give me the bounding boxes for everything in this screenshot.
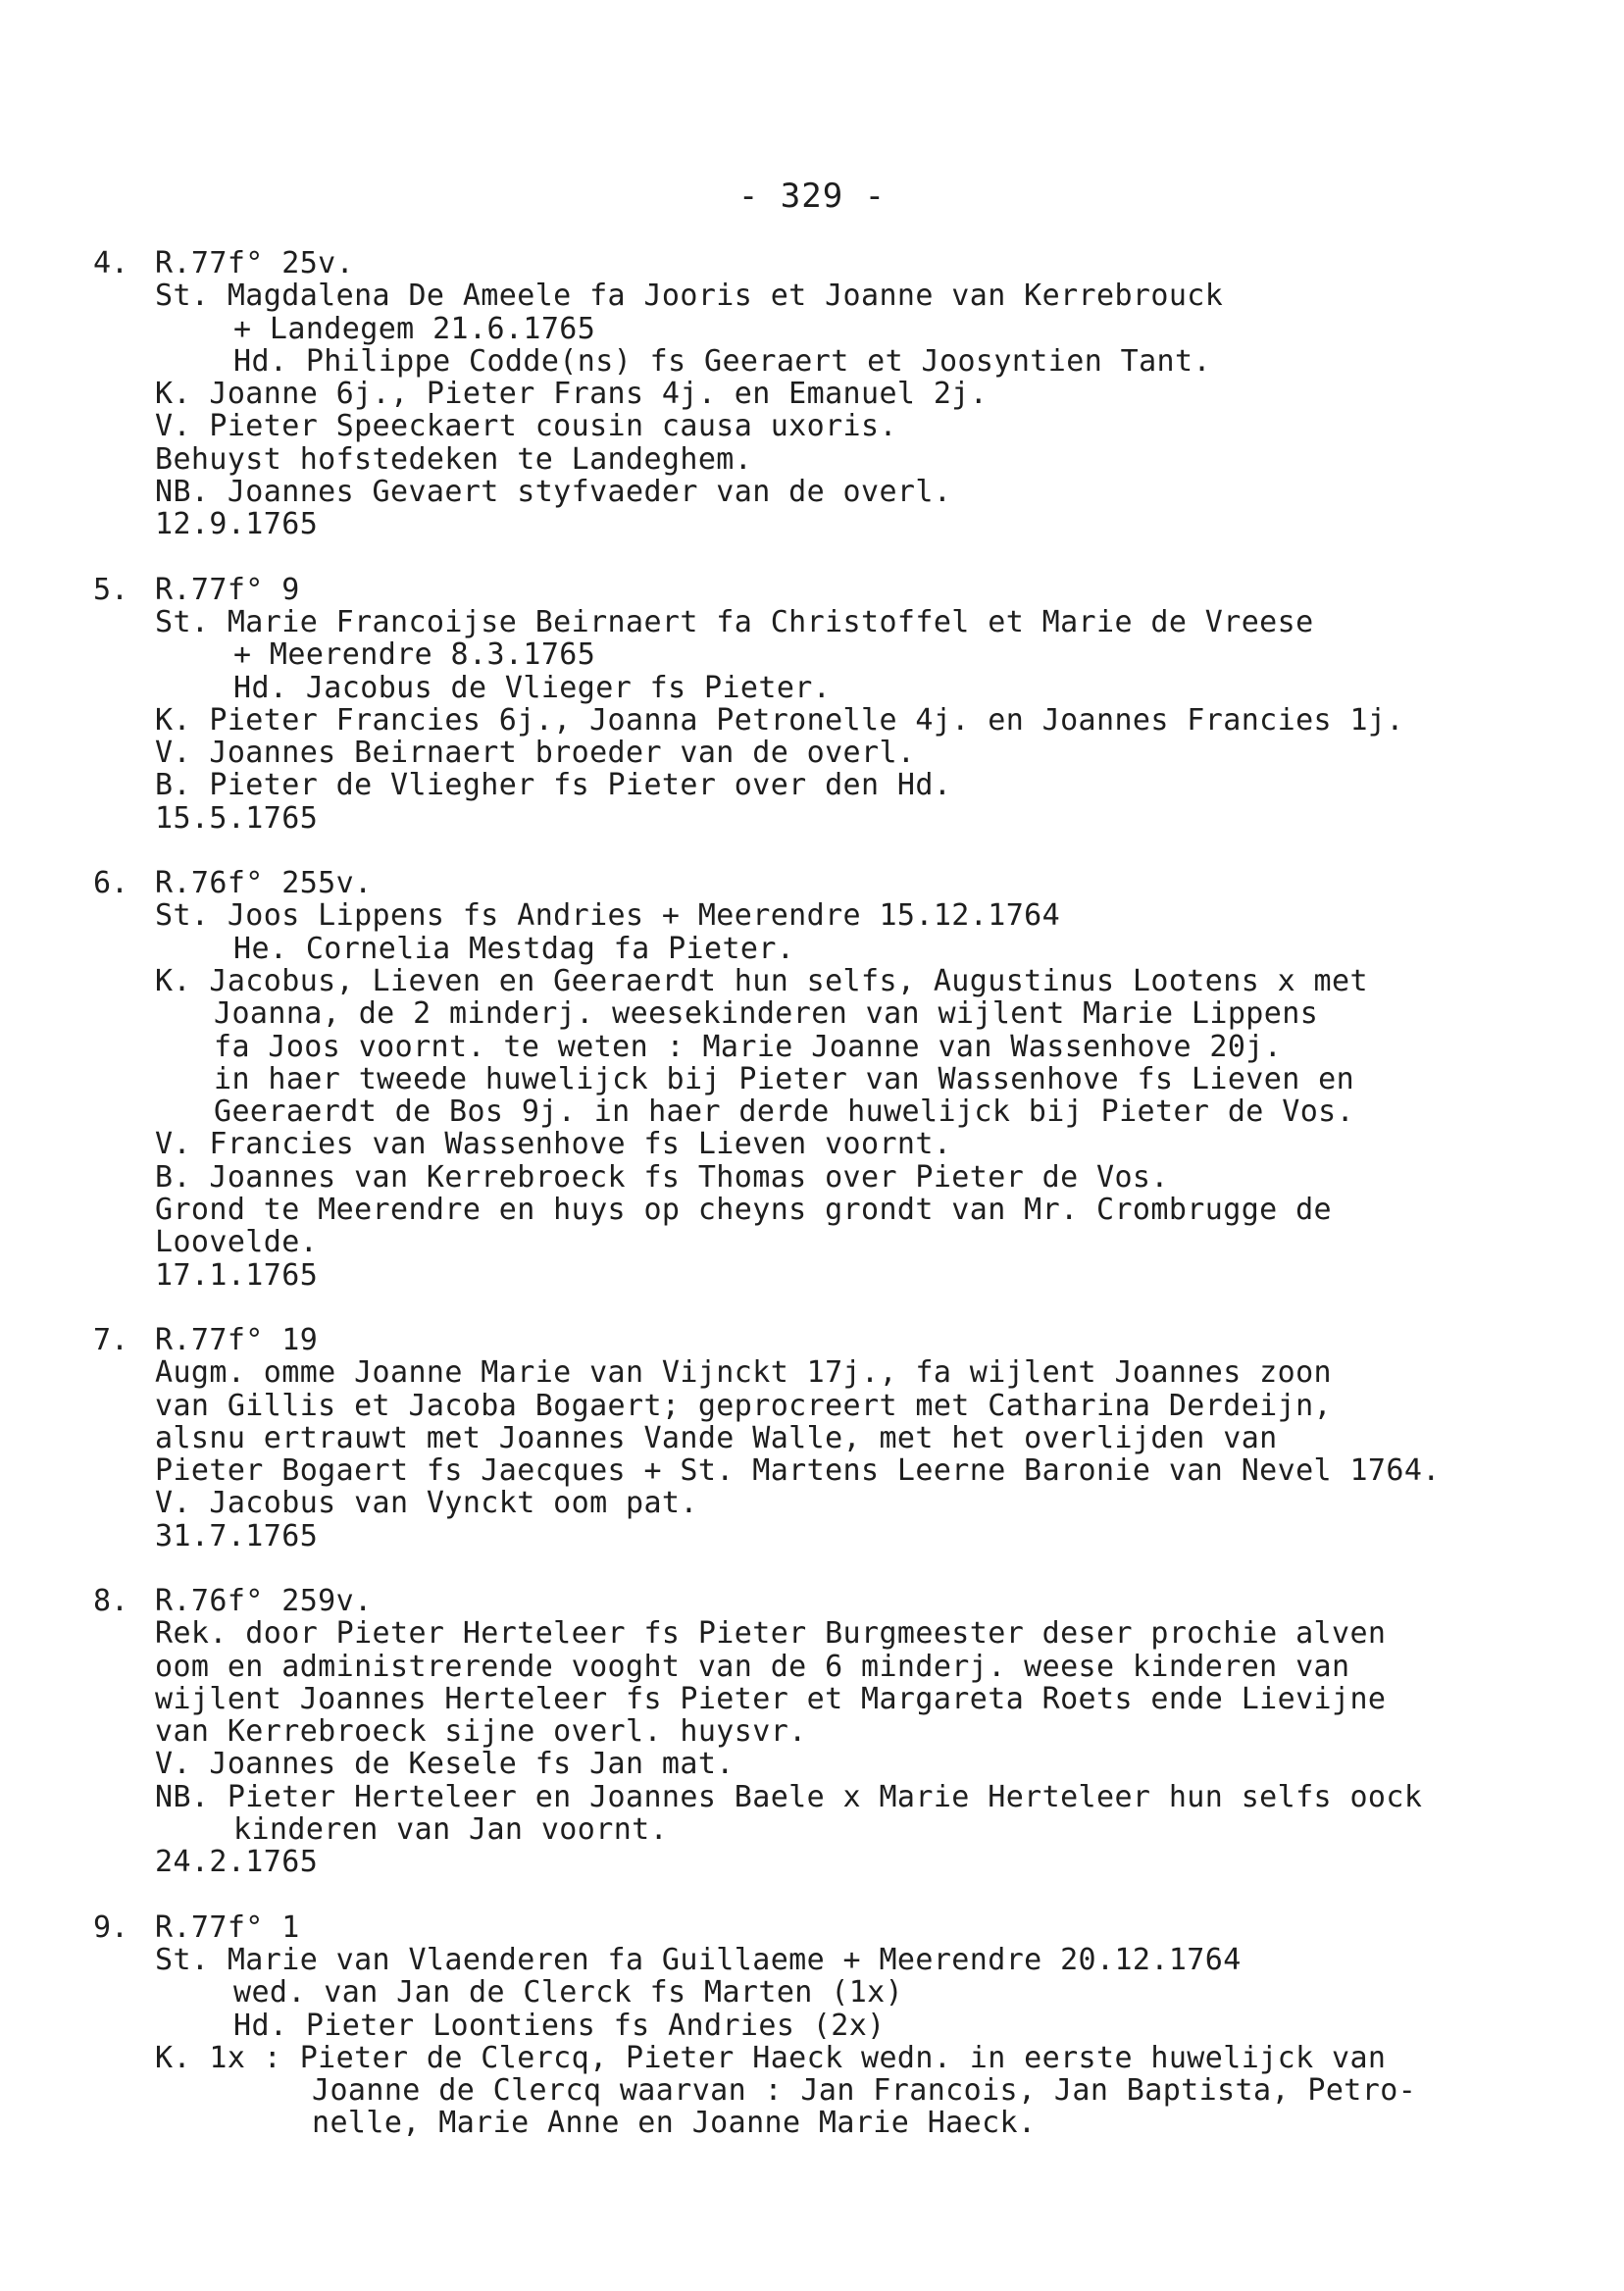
entry-line: + Meerendre 8.3.1765 [233,637,596,673]
entry-line: R.76f° 255v. [155,866,373,901]
entry-number: 6. [93,866,129,901]
entry [93,247,1584,541]
entry-line: B. Joannes van Kerrebroeck fs Thomas over Pieter de Vos. [155,1159,1169,1195]
entry-line: + Landegem 21.6.1765 [233,311,596,346]
entry-line: oom en administrerende vooght van de 6 minderj. weese kinderen van [155,1649,1350,1684]
entry-line: NB. Joannes Gevaert styfvaeder van de overl. [155,475,952,510]
entry-line: R.77f° 9 [155,572,300,607]
entry-line: in haer tweede huwelijck bij Pieter van Wassenhove fs Lieven en [214,1061,1355,1096]
entry-line: fa Joos voornt. te weten : Marie Joanne van Wassenhove 20j. [214,1029,1283,1064]
entry [93,1585,1584,1879]
entry-line: Hd. Pieter Loontiens fs Andries (2x) [233,2008,886,2043]
entry-line: K. Joanne 6j., Pieter Frans 4j. en Emanuel 2j. [155,377,989,412]
entry-line: R.76f° 259v. [155,1583,373,1618]
entry-line: R.77f° 19 [155,1322,319,1357]
entry-number: 7. [93,1322,129,1357]
entry-line: van Kerrebroeck sijne overl. huysvr. [155,1714,807,1750]
entry [93,1324,1584,1553]
entry-line: NB. Pieter Herteleer en Joannes Baele x Marie Herteleer hun selfs oock [155,1779,1423,1814]
entry-line: 24.2.1765 [155,1845,319,1880]
entry-line: V. Jacobus van Vynckt oom pat. [155,1486,698,1521]
entry-line: Joanne de Clercq waarvan : Jan Francois, Jan Baptista, Petro- [312,2073,1417,2109]
entry-line: Hd. Jacobus de Vlieger fs Pieter. [233,670,832,705]
entry-line: Hd. Philippe Codde(ns) fs Geeraert et Joosyntien Tant. [233,343,1211,379]
entry-line: Loovelde. [155,1225,319,1260]
entry-line: Grond te Meerendre en huys op cheyns grondt van Mr. Crombrugge de [155,1193,1332,1228]
entry-line: St. Marie Francoijse Beirnaert fa Christoffel et Marie de Vreese [155,604,1314,639]
entry [93,574,1584,835]
entry-number: 9. [93,1909,129,1945]
entry-line: St. Marie van Vlaenderen fa Guillaeme + Meerendre 20.12.1764 [155,1942,1242,1977]
entry-line: nelle, Marie Anne en Joanne Marie Haeck. [312,2106,1037,2141]
entry-number: 8. [93,1583,129,1618]
entry-line: kinderen van Jan voornt. [233,1812,669,1848]
entry-line: alsnu ertrauwt met Joannes Vande Walle, met het overlijden van [155,1420,1278,1455]
entry-line: V. Joannes Beirnaert broeder van de overl. [155,736,916,771]
entry-line: R.77f° 1 [155,1909,300,1945]
entry-line: 12.9.1765 [155,507,319,542]
entry [93,867,1584,1292]
entry-line: St. Joos Lippens fs Andries + Meerendre 15.12.1764 [155,898,1061,934]
entry-line: Geeraerdt de Bos 9j. in haer derde huwelijck bij Pieter de Vos. [214,1095,1355,1130]
entry-line: Rek. door Pieter Herteleer fs Pieter Burgmeester deser prochie alven [155,1616,1387,1652]
page-number: - 329 - [737,177,887,216]
entry-line: Behuyst hofstedeken te Landeghem. [155,441,753,477]
entry-line: Pieter Bogaert fs Jaecques + St. Martens Leerne Baronie van Nevel 1764. [155,1453,1441,1489]
entry-line: He. Cornelia Mestdag fa Pieter. [233,931,795,966]
entry-line: R.77f° 25v. [155,246,355,280]
document-body [93,247,1584,2172]
entry-line: V. Pieter Speeckaert cousin causa uxoris. [155,409,897,444]
entry-line: V. Francies van Wassenhove fs Lieven voornt. [155,1127,952,1162]
entry-line: 17.1.1765 [155,1257,319,1293]
entry-line: V. Joannes de Kesele fs Jan mat. [155,1747,735,1782]
entry-number: 5. [93,572,129,607]
entry [93,1911,1584,2140]
entry-line: B. Pieter de Vliegher fs Pieter over den Hd. [155,768,952,803]
entry-line: K. Pieter Francies 6j., Joanna Petronelle 4j. en Joannes Francies 1j. [155,702,1404,738]
entry-line: 31.7.1765 [155,1518,319,1553]
entry-line: St. Magdalena De Ameele fa Jooris et Joanne van Kerrebrouck [155,279,1224,314]
entry-line: 15.5.1765 [155,800,319,836]
entry-line: Joanna, de 2 minderj. weesekinderen van wijlent Marie Lippens [214,996,1319,1032]
entry-line: van Gillis et Jacoba Bogaert; geprocreert met Catharina Derdeijn, [155,1388,1332,1423]
entry-line: K. 1x : Pieter de Clercq, Pieter Haeck wedn. in eerste huwelijck van [155,2040,1387,2075]
entry-number: 4. [93,246,129,280]
entry-line: K. Jacobus, Lieven en Geeraerdt hun selfs, Augustinus Lootens x met [155,963,1368,998]
entry-line: wed. van Jan de Clerck fs Marten (1x) [233,1975,904,2011]
entry-line: Augm. omme Joanne Marie van Vijnckt 17j., fa wijlent Joannes zoon [155,1355,1332,1391]
entry-line: wijlent Joannes Herteleer fs Pieter et Margareta Roets ende Lievijne [155,1681,1387,1716]
